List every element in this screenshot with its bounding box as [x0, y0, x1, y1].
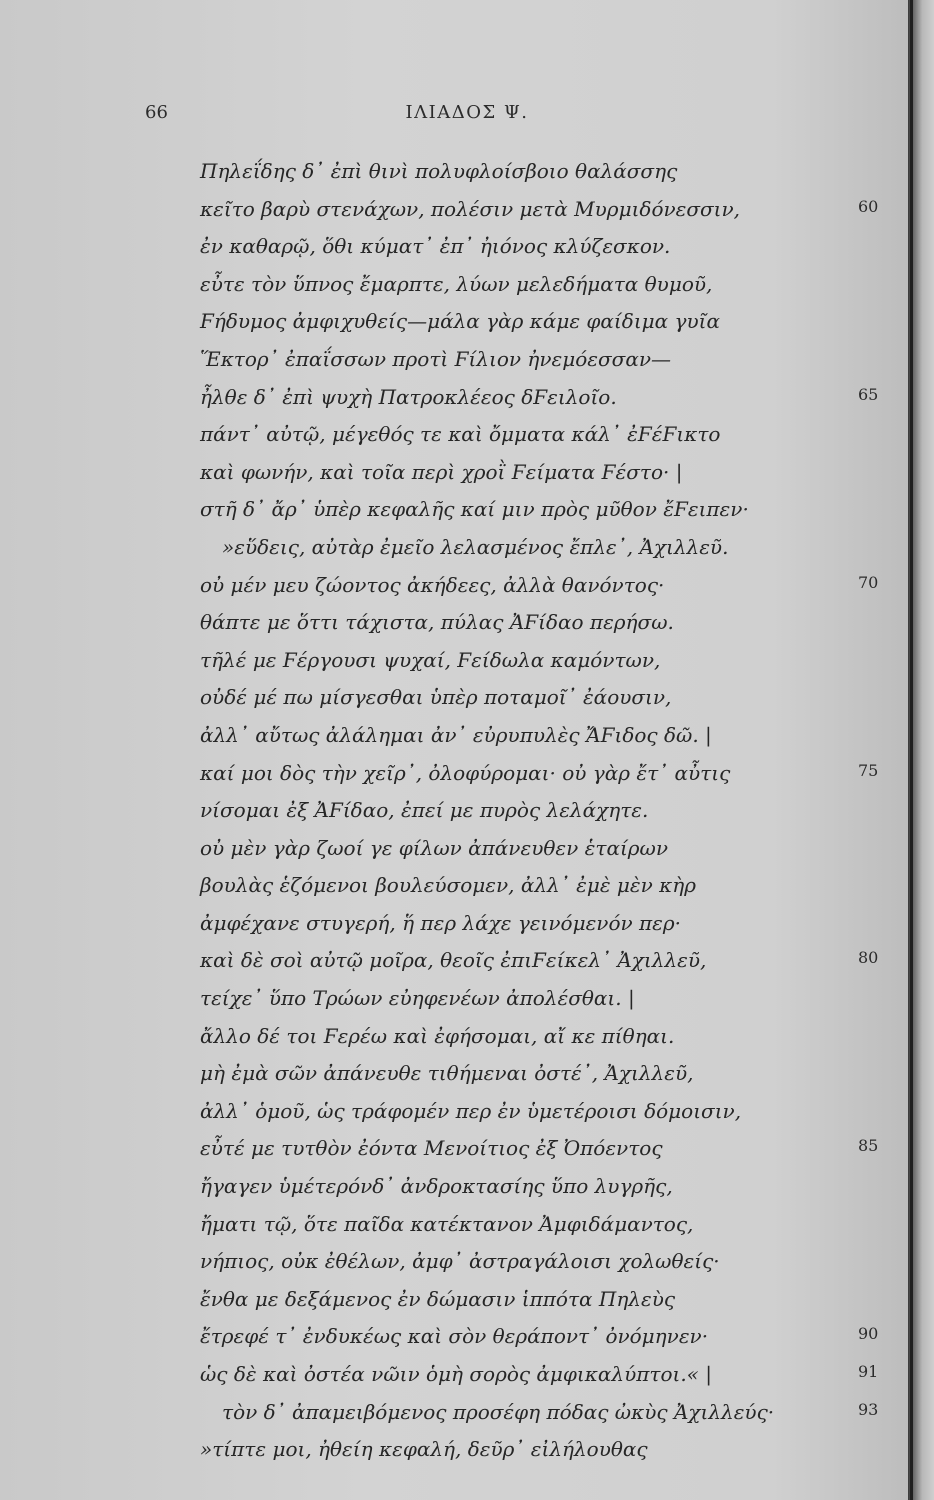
verse-line — [0, 682, 908, 720]
verse-text: οὐ μέν μευ ζώοντος ἀκήδεες, ἀλλὰ θανόντος· — [200, 572, 665, 597]
verse-text: ἔτρεφέ τ᾽ ἐνδυκέως καὶ σὸν θεράποντ᾽ ὀνόμηνεν· — [200, 1324, 709, 1349]
verse-line — [0, 457, 908, 495]
gutter-shadow-line — [910, 0, 913, 1500]
verse-text: νίσομαι ἐξ ἈϜίδαο, ἐπεί με πυρὸς λελάχητε. — [200, 798, 649, 823]
verse-line — [0, 1209, 908, 1247]
page-header — [0, 100, 908, 130]
verse-line — [0, 720, 908, 758]
verse-text: τῆλέ με Ϝέργουσι ψυχαί, Ϝείδωλα καμόντων, — [200, 647, 661, 672]
verse-text: καὶ φωνήν, καὶ τοῖα περὶ χροῒ Ϝείματα Ϝέστο· | — [200, 459, 683, 484]
verse-text: ἀλλ᾽ ὁμοῦ, ὡς τράφομέν περ ἐν ὑμετέροισι δόμοισιν, — [200, 1098, 742, 1123]
verse-line — [0, 1321, 908, 1359]
line-number: 60 — [858, 196, 879, 216]
verse-text: Ϝήδυμος ἀμφιχυθείς—μάλα γὰρ κάμε φαίδιμα γυῖα — [200, 309, 720, 334]
verse-line — [0, 306, 908, 344]
verse-line — [0, 645, 908, 683]
line-number: 90 — [858, 1324, 879, 1344]
verse-text: καὶ δὲ σοὶ αὐτῷ μοῖρα, θεοῖς ἐπιϜείκελ᾽ Ἀχιλλεῦ, — [200, 948, 707, 973]
verse-line — [0, 870, 908, 908]
line-number: 93 — [858, 1399, 879, 1419]
verse-line — [0, 1397, 908, 1435]
verse-text: ἤγαγεν ὑμέτερόνδ᾽ ἀνδροκτασίης ὕπο λυγρῆς, — [200, 1174, 673, 1199]
verse-text: κεῖτο βαρὺ στενάχων, πολέσιν μετὰ Μυρμιδόνεσσιν, — [200, 196, 741, 221]
verse-text: ἤματι τῷ, ὅτε παῖδα κατέκτανον Ἀμφιδάμαντος, — [200, 1211, 694, 1236]
verse-line — [0, 1171, 908, 1209]
verse-text: ἀλλ᾽ αὔτως ἀλάλημαι ἀν᾽ εὐρυπυλὲς ἌϜιδος δῶ. | — [200, 722, 712, 747]
verse-line — [0, 1021, 908, 1059]
verse-text: θάπτε με ὅττι τάχιστα, πύλας ἈϜίδαο περήσω. — [200, 610, 674, 635]
verse-text: βουλὰς ἑζόμενοι βουλεύσομεν, ἀλλ᾽ ἐμὲ μὲν κὴρ — [200, 873, 697, 898]
verse-line — [0, 983, 908, 1021]
line-number: 75 — [858, 760, 879, 780]
verse-line — [0, 833, 908, 871]
verse-line — [0, 945, 908, 983]
line-number: 85 — [858, 1136, 879, 1156]
verse-line — [0, 570, 908, 608]
verse-line — [0, 795, 908, 833]
verse-text: εὖτέ με τυτθὸν ἐόντα Μενοίτιος ἐξ Ὀπόεντος — [200, 1136, 663, 1161]
verse-line — [0, 419, 908, 457]
verse-line — [0, 494, 908, 532]
verse-text: Ἕκτορ᾽ ἐπαΐσσων προτὶ Ϝίλιον ἠνεμόεσσαν— — [200, 346, 671, 371]
verse-line — [0, 1359, 908, 1397]
running-title: ΙΛΙΑΔΟΣ Ψ. — [405, 102, 529, 123]
verse-line — [0, 156, 908, 194]
verse-text: μὴ ἐμὰ σῶν ἀπάνευθε τιθήμεναι ὀστέ᾽, Ἀχιλλεῦ, — [200, 1061, 694, 1086]
verse-text: οὐδέ μέ πω μίσγεσθαι ὑπὲρ ποταμοῖ᾽ ἐάουσιν, — [200, 685, 672, 710]
line-number: 65 — [858, 384, 879, 404]
verse-line — [0, 1434, 908, 1472]
verse-line — [0, 607, 908, 645]
verse-line — [0, 1058, 908, 1096]
verse-line — [0, 1246, 908, 1284]
verse-text: τὸν δ᾽ ἀπαμειβόμενος προσέφη πόδας ὠκὺς Ἀχιλλεύς· — [222, 1399, 775, 1424]
verse-line — [0, 269, 908, 307]
verse-block — [0, 156, 908, 1472]
line-number: 91 — [858, 1362, 879, 1381]
verse-text: ἄλλο δέ τοι Ϝερέω καὶ ἐφήσομαι, αἴ κε πίθηαι. — [200, 1023, 675, 1048]
verse-line — [0, 1284, 908, 1322]
verse-text: νήπιος, οὐκ ἐθέλων, ἀμφ᾽ ἀστραγάλοισι χολωθείς· — [200, 1249, 720, 1274]
verse-line — [0, 231, 908, 269]
verse-line — [0, 194, 908, 232]
verse-text: καί μοι δὸς τὴν χεῖρ᾽, ὀλοφύρομαι· οὐ γὰρ ἔτ᾽ αὖτις — [200, 760, 731, 785]
verse-text: ἦλθε δ᾽ ἐπὶ ψυχὴ Πατροκλέεος δϜειλοῖο. — [200, 384, 617, 409]
line-number: 80 — [858, 948, 879, 968]
verse-line — [0, 344, 908, 382]
verse-line — [0, 532, 908, 570]
verse-line — [0, 382, 908, 420]
verse-text: εὖτε τὸν ὕπνος ἔμαρπτε, λύων μελεδήματα θυμοῦ, — [200, 271, 713, 296]
verse-text: στῆ δ᾽ ἄρ᾽ ὑπὲρ κεφαλῆς καί μιν πρὸς μῦθον ἔϜειπεν· — [200, 497, 749, 522]
verse-text: ἔνθα με δεξάμενος ἐν δώμασιν ἱππότα Πηλεὺς — [200, 1286, 676, 1311]
verse-text: Πηλεΐδης δ᾽ ἐπὶ θινὶ πολυφλοίσβοιο θαλάσσης — [200, 159, 678, 183]
verse-text: οὐ μὲν γὰρ ζωοί γε φίλων ἀπάνευθεν ἑταίρων — [200, 835, 669, 860]
verse-line — [0, 758, 908, 796]
line-number: 70 — [858, 572, 879, 592]
page-number: 66 — [145, 102, 168, 123]
verse-line — [0, 1096, 908, 1134]
verse-text: »τίπτε μοι, ἠθείη κεφαλή, δεῦρ᾽ εἰλήλουθας — [200, 1437, 648, 1462]
verse-text: ὡς δὲ καὶ ὀστέα νῶιν ὁμὴ σορὸς ἀμφικαλύπτοι.« | — [200, 1362, 713, 1386]
verse-text: »εὕδεις, αὐτὰρ ἐμεῖο λελασμένος ἔπλε᾽, Ἀχιλλεῦ. — [222, 534, 729, 559]
verse-text: πάντ᾽ αὐτῷ, μέγεθός τε καὶ ὄμματα κάλ᾽ ἐϜέϜικτο — [200, 422, 721, 447]
verse-text: τείχε᾽ ὕπο Τρώων εὐηφενέων ἀπολέσθαι. | — [200, 986, 635, 1011]
verse-line — [0, 1133, 908, 1171]
verse-text: ἀμφέχανε στυγερή, ἥ περ λάχε γεινόμενόν περ· — [200, 910, 682, 935]
verse-line — [0, 908, 908, 946]
verse-text: ἐν καθαρῷ, ὅθι κύματ᾽ ἐπ᾽ ἠιόνος κλύζεσκον. — [200, 234, 671, 259]
